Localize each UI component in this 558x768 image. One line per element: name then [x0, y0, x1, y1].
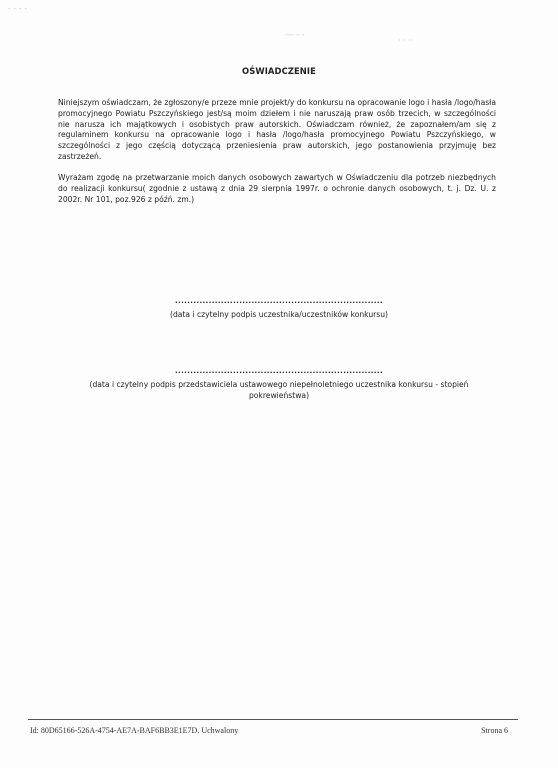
- scan-artifact: ‐‐‐ ‐ ‐: [285, 30, 305, 39]
- scan-artifact: ‐ ‐ ‐ ‐: [8, 4, 28, 13]
- signature-line-participant: ....................................................................: [174, 297, 384, 305]
- consent-paragraph: Wyrażam zgodę na przetwarzanie moich danych osobowych zawartych w Oświadczeniu dla potrzeb niezbędnych do realizacji konkursu( zgodnie z ustawą z dnia 29 sierpnia 1997r. o ochronie danych osobowych, t. j. Dz. U. z 2002r. Nr 101, poz.926 z późń. zm.): [58, 173, 496, 204]
- document-title: OŚWIADCZENIE: [242, 66, 316, 76]
- footer-document-id: Id: 80D65166-526A-4754-AE7A-BAF6BB3E1E7D. Uchwalony: [30, 726, 239, 735]
- footer-divider: [28, 719, 518, 720]
- footer-page-number: Strona 6: [481, 726, 508, 735]
- scan-artifact: · · ··: [398, 36, 414, 45]
- signature-label-guardian: (data i czytelny podpis przedstawiciela ustawowego niepełnoletniego uczestnika konkursu - stopień pokrewieństwa): [89, 380, 469, 400]
- statement-paragraph: Niniejszym oświadczam, że zgłoszony/e przeze mnie projekt/y do konkursu na opracowanie logo i hasła /logo/hasła promocyjnego Powiatu Pszczyńskiego jest/są moim dziełem i nie naruszają praw osób trzecich, w szczególności nie narusza ich majątkowych i osobistych praw autorskich. Oświadczam również, że zapoznałem/am się z regulaminem konkursu na opracowanie logo i hasła /logo/hasła promocyjnego Powiatu Pszczyńskiego, w szczególności z jego częścią dotyczącą przeniesienia praw autorskich, jego postanowienia przyjmuję bez zastrzeżeń.: [58, 98, 496, 161]
- signature-line-guardian: ....................................................................: [174, 367, 384, 375]
- signature-label-participant: (data i czytelny podpis uczestnika/uczestników konkursu): [169, 310, 389, 319]
